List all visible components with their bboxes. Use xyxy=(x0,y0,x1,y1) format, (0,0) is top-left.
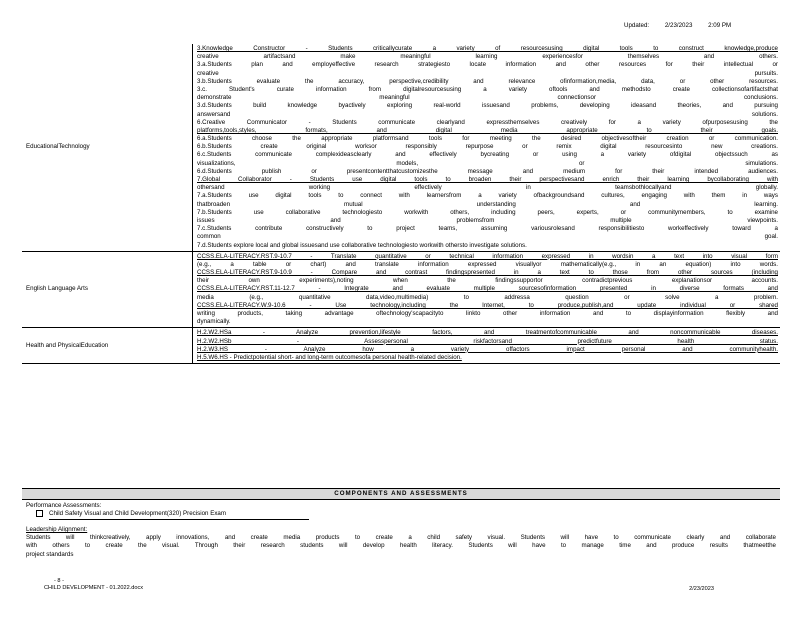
standard-line: CCSS.ELA-LITERACY.RST.11-12.7 - Integrate and evaluate multiple sourcesofinformation presented in diverse formats and xyxy=(197,285,778,293)
page-number: - 8 - xyxy=(54,578,64,584)
page-footer xyxy=(44,578,714,593)
standard-line: media (e.g., quantitative data,video,multimedia) to addressa question or solve a problem. xyxy=(197,293,778,301)
leadership-alignment xyxy=(26,526,776,559)
standard-line: 6.c.Students communicate complexideasclearly and effectively bycreating or using a variety ofdigital objectssuch as xyxy=(197,151,778,159)
standard-line: demonstrate meaningful connectionsor conclusions. xyxy=(197,94,778,102)
updated-label: Updated: xyxy=(624,22,650,29)
standard-line: CCSS.ELA-LITERACY.RST.9-10.7 - Translate quantitative or technical information expressed in wordsin a text into visual form xyxy=(197,252,778,260)
standard-line: 6.Creative Communicator - Students communicate clearlyand expressthemselves creatively for a variety ofpurposesusing the xyxy=(197,118,778,126)
doc-name: CHILD DEVELOPMENT - 01.2022.docx xyxy=(44,585,144,592)
footer-date: 2/23/2023 xyxy=(689,586,714,592)
standard-line: dynamically. xyxy=(197,318,231,326)
performance-item: Child Safety Visual and Child Development(320) Precision Exam xyxy=(49,510,309,519)
components-header: COMPONENTS AND ASSESSMENTS xyxy=(22,488,780,500)
standard-line: common goal. xyxy=(197,233,778,241)
standard-line: CCSS.ELA-LITERACY.RST.9-10.9 - Compare and contrast findingspresented in a text to those from other sources (including xyxy=(197,269,778,277)
standards-section xyxy=(22,251,780,328)
standard-line: 3.Knowledge Constructor - Students criticallycurate a variety of resourcesusing digital tools to construct knowledge,produce xyxy=(197,45,778,52)
leadership-line: project standards xyxy=(26,550,74,558)
updated-stamp xyxy=(624,22,745,30)
standard-line: H.2.W2.HSb - Assesspersonal riskfactorsand predictfuture health status. xyxy=(197,337,778,345)
standard-line: 3.b.Students evaluate the accuracy, perspective,credibility and relevance ofinformation,media, data, or other resources. xyxy=(197,77,778,85)
standards-cell xyxy=(193,251,781,328)
subject-label: English Language Arts xyxy=(26,285,88,293)
bullet-box-icon xyxy=(36,510,43,517)
leadership-line: Students will thinkcreatively, apply innovations, and create media products to create a child safety visual. Students will have to communicate clearly and collaborate xyxy=(26,534,776,542)
updated-time: 2:09 PM xyxy=(708,22,732,29)
standard-line: 6.a.Students choose the appropriate platformsand tools for meeting the desired objectivesoftheir creation or communication. xyxy=(197,135,778,143)
standard-line: thatbroaden mutual understanding and learning. xyxy=(197,200,778,208)
standard-line: answersand solutions. xyxy=(197,110,778,118)
standard-line: H.2.W3.HS - Analyze how a variety offactors impact personal and communityhealth. xyxy=(197,345,778,353)
standard-line: 7.b.Students use collaborative technologiesto workwith others, including peers, experts, or communitymembers, to examine xyxy=(197,208,778,216)
standard-line: their own experiments),noting when the findingssupportor contradictprevious explanationsor accounts. xyxy=(197,277,778,285)
standard-line: creative artifactsand make meaningful learning experiencesfor themselves and others. xyxy=(197,53,778,61)
leadership-label: Leadership Alignment: xyxy=(26,526,88,533)
leadership-line: with others to create the visual. Through their research students will develop health literacy. Students will have to manage time and produce results thatmeetthe xyxy=(26,542,776,550)
standard-line: 7.a.Students use digital tools to connect with learnersfrom a variety ofbackgroundsand cultures, engaging with them in ways xyxy=(197,192,778,200)
standards-cell xyxy=(193,44,781,251)
standards-section xyxy=(22,44,780,251)
standard-line: 6.d.Students publish or presentcontentthatcustomizesthe message and medium for their intended audiences. xyxy=(197,167,778,175)
standards-cell xyxy=(193,328,781,364)
standard-line: H.5.W6.HS - Predictpotential short- and long-term outcomesofa personal health-related decision. xyxy=(197,353,462,361)
standard-line: 6.b.Students create original worksor responsibly repurpose or remix digital resourcesinto new creations. xyxy=(197,143,778,151)
standard-line: creative pursuits. xyxy=(197,69,778,77)
standards-section xyxy=(22,328,780,364)
standard-line: visualizations, models, or simulations. xyxy=(197,159,778,167)
standard-line: H.2.W2.HSa - Analyze prevention,lifestyle factors, and treatmentofcommunicable and noncommunicable diseases. xyxy=(197,329,778,337)
standards-table xyxy=(22,44,780,364)
subject-label: EducationalTechnology xyxy=(26,143,90,151)
standard-line: 3.d.Students build knowledge byactively exploring real-world issuesand problems, developing ideasand theories, and pursuing xyxy=(197,102,778,110)
standard-line: CCSS.ELA-LITERACY.W.9-10.6 - Use technology,including the Internet, to produce,publish,and update individual or shared xyxy=(197,301,778,309)
standard-line: 7.Global Collaborator - Students use digital tools to broaden their perspectivesand enrich their learning bycollaborating with xyxy=(197,176,778,183)
standard-line: 7.d.Students explore local and global issuesand use collaborative technologiesto workwith othersto investigate solutions. xyxy=(197,241,527,249)
performance-label: Performance Assessments: xyxy=(26,502,102,509)
performance-assessments xyxy=(26,502,776,520)
updated-date: 2/23/2023 xyxy=(664,22,693,29)
standard-line: (e.g., a table or chart) and translate information expressed visuallyor mathematically(e.g., in an equation) into words. xyxy=(197,260,778,268)
subject-label: Health and PhysicalEducation xyxy=(26,341,109,349)
standard-line: writing products, taking advantage oftechnology'scapacityto linkto other information and to displayinformation flexibly and xyxy=(197,310,778,317)
standard-line: issues and problemsfrom multiple viewpoints. xyxy=(197,216,778,224)
standard-line: othersand working effectively in teamsbothlocallyand globally. xyxy=(197,184,778,192)
standard-line: 7.c.Students contribute constructively to project teams, assuming variousrolesand responsibilitiesto workeffectively toward a xyxy=(197,225,778,233)
standard-line: platforms,tools,styles, formats, and digital media appropriate to their goals. xyxy=(197,126,778,134)
standard-line: 3.c. Student's curate information from digitalresourcesusing a variety oftools and methodsto create collectionsofartifactsthat xyxy=(197,85,778,93)
standard-line: 3.a.Students plan and employeffective research strategiesto locate information and other resources for their intellectual or xyxy=(197,61,778,69)
